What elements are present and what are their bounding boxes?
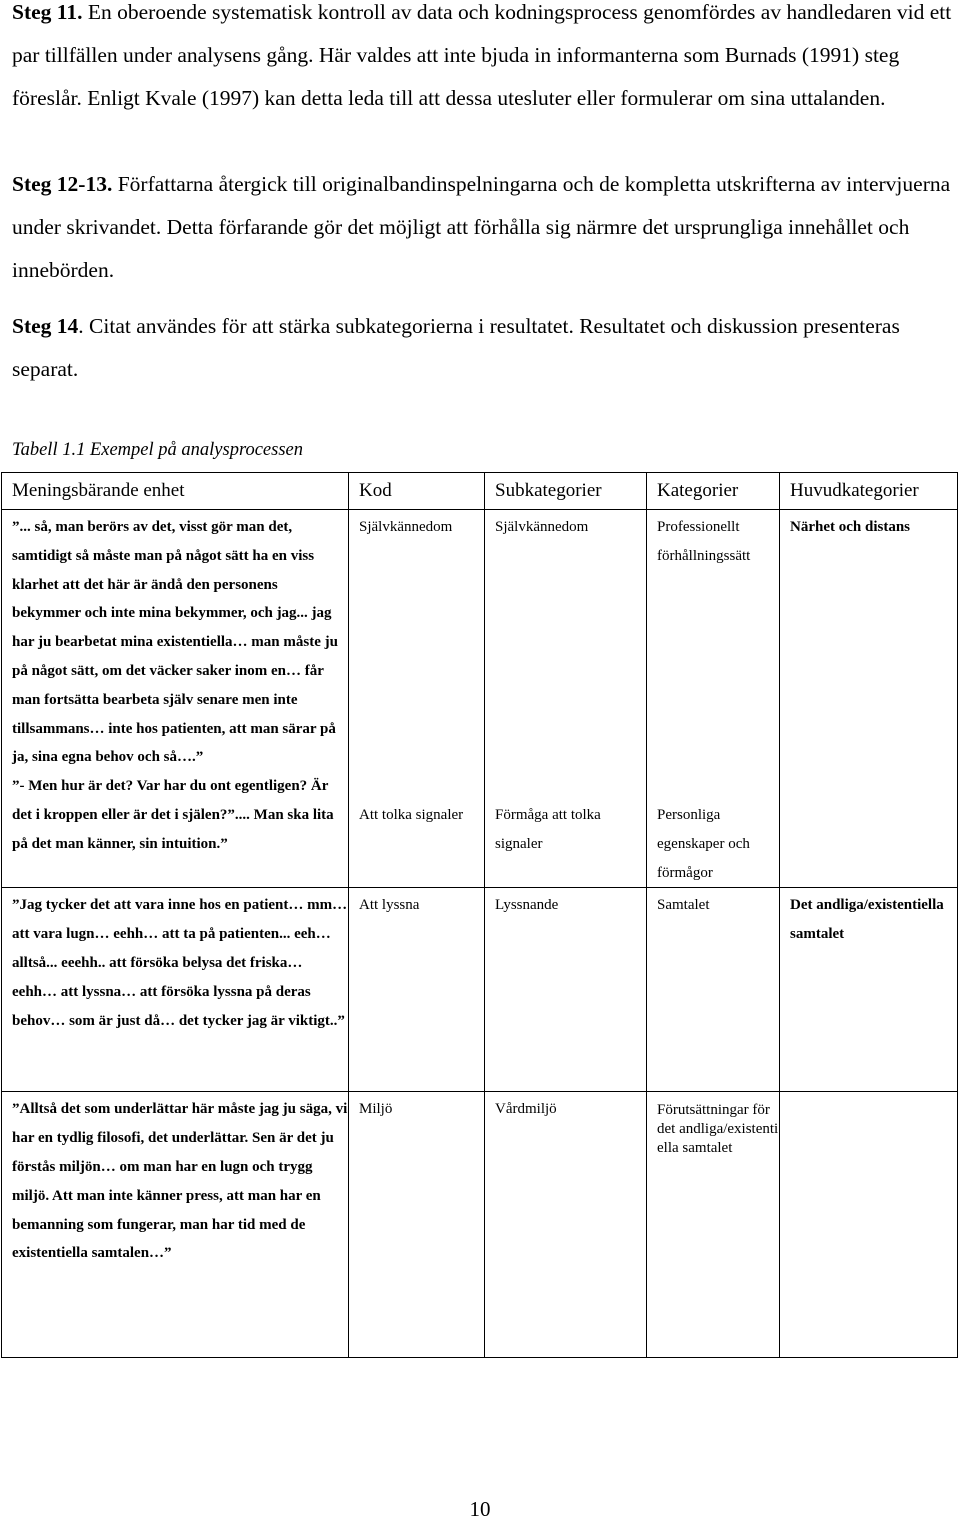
subcategory-cell xyxy=(485,510,647,888)
category-cell: Förutsättningar för det andliga/existenti ella samtalet xyxy=(647,1092,780,1358)
meaning-unit-cell xyxy=(2,510,349,888)
main-category-cell: Närhet och distans xyxy=(780,510,958,888)
category-cell: Samtalet xyxy=(647,888,780,1092)
code-cell xyxy=(349,510,485,888)
column-header: Subkategorier xyxy=(485,473,647,510)
meaning-unit: ”... så, man berörs av det, visst gör man det, samtidigt så måste man på något sätt ha en viss klarhet att det här är ändå den personens bekymmer och inte mina bekymmer, och jag... jag har ju bearbetat mina existentiella… man måste ju på något sätt, om det väcker saker inom en… får man fortsätta bearbeta själv senare men inte tillsammans… inte hos patienten, att man särar på ja, sina egna behov och så….” xyxy=(12,519,338,766)
meaning-unit: ”- Men hur är det? Var har du ont egentligen? Är det i kroppen eller är det i själen?”.... Man ska lita på det man känner, sin intuition.” xyxy=(12,778,334,852)
page-number: 10 xyxy=(469,1497,491,1521)
category-value: Professionellt förhållningssätt xyxy=(657,519,751,564)
subcategory-cell: Lyssnande xyxy=(485,888,647,1092)
subcategory-value: Förmåga att tolka signaler xyxy=(495,807,601,852)
meaning-unit-cell: ”Jag tycker det att vara inne hos en patient… mm… att vara lugn… eehh… att ta på patienten... eeh… alltså... eeehh.. att försöka belysa det friska… eehh… att lyssna… att försöka lyssna på deras behov… som är just då… det tycker jag är viktigt..” xyxy=(2,888,349,1092)
subcategory-cell: Vårdmiljö xyxy=(485,1092,647,1358)
table-row xyxy=(2,1092,958,1358)
category-cell xyxy=(647,510,780,888)
step-label: Steg 12-13. xyxy=(12,172,113,196)
paragraph-text: En oberoende systematisk kontroll av data och kodningsprocess genomfördes av handledaren vid ett par tillfällen under analysens gång. Här valdes att inte bjuda in informanterna som Burnads (1991) steg föreslår. Enligt Kvale (1997) kan detta leda till att dessa utesluter eller formulerar om sina uttalanden. xyxy=(12,0,952,110)
paragraph-text: . Citat användes för att stärka subkategorierna i resultatet. Resultatet och diskussion presenteras separat. xyxy=(12,314,900,381)
code-cell: Att lyssna xyxy=(349,888,485,1092)
column-header: Kod xyxy=(349,473,485,510)
paragraph-steg-12-13 xyxy=(12,163,952,292)
column-header: Huvudkategorier xyxy=(780,473,958,510)
step-label: Steg 14 xyxy=(12,314,79,338)
subcategory-value: Självkännedom xyxy=(495,519,589,535)
code-cell: Miljö xyxy=(349,1092,485,1358)
table-header-row xyxy=(2,473,958,510)
paragraph-steg-11 xyxy=(12,0,952,120)
category-value: Personliga egenskaper och förmågor xyxy=(657,807,750,881)
table-row xyxy=(2,510,958,888)
code-value: Att tolka signaler xyxy=(359,807,464,823)
main-category-cell: Det andliga/existentiella samtalet xyxy=(780,888,958,1092)
code-value: Självkännedom xyxy=(359,519,453,535)
column-header: Kategorier xyxy=(647,473,780,510)
analysis-table xyxy=(1,472,958,1358)
column-header: Meningsbärande enhet xyxy=(2,473,349,510)
table-row xyxy=(2,888,958,1092)
paragraph-steg-14 xyxy=(12,305,952,391)
paragraph-text: Författarna återgick till originalbandinspelningarna och de kompletta utskrifterna av intervjuerna under skrivandet. Detta förfarande gör det möjligt att förhålla sig närmre det ursprungliga innehållet och innebörden. xyxy=(12,172,951,282)
main-category-cell xyxy=(780,1092,958,1358)
meaning-unit-cell: ”Alltså det som underlättar här måste jag ju säga, vi har en tydlig filosofi, det underlättar. Sen är det ju förstås miljön… om man har en lugn och trygg miljö. Att man inte känner press, att man har en bemanning som fungerar, man har tid med de existentiella samtalen…” xyxy=(2,1092,349,1358)
step-label: Steg 11. xyxy=(12,0,83,24)
table-caption: Tabell 1.1 Exempel på analysprocessen xyxy=(12,440,303,460)
